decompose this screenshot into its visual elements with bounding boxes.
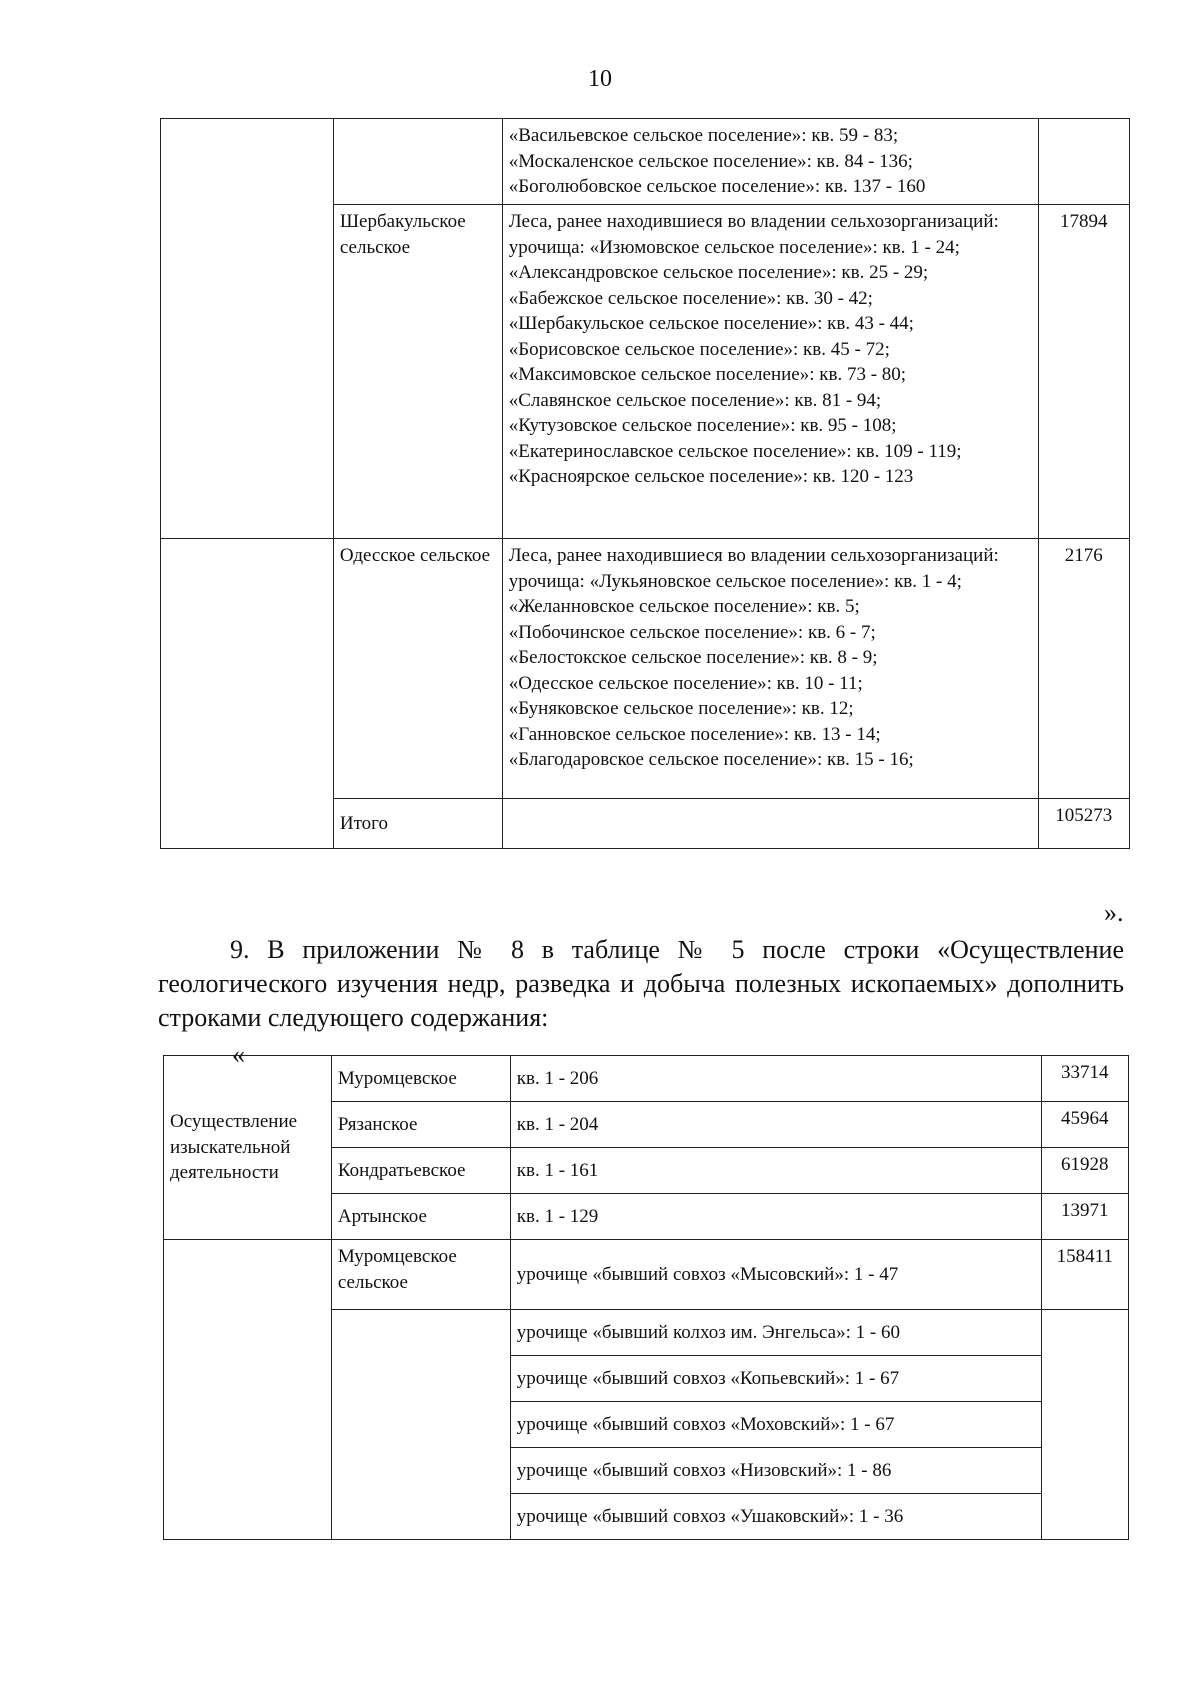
- tract-cell: урочище «бывший совхоз «Мысовский»: 1 - 47: [510, 1240, 1041, 1310]
- area-cell: [1041, 1310, 1128, 1540]
- description-text: Леса, ранее находившиеся во владении сельхозорганизаций: урочища: «Изюмовское сельское поселение»: кв. 1 - 24; «Александровское сельское поселение»: кв. 25 - 29; «Бабежское сельское поселение»: кв. 30 - 42; «Шербакульское сельское поселение»: кв. 43 - 44; «Борисовское сельское поселение»: кв. 45 - 72; «Максимовское сельское поселение»: кв. 73 - 80; «Славянское сельское поселение»: кв. 81 - 94; «Кутузовское сельское поселение»: кв. 95 - 108; «Екатеринославское сельское поселение»: кв. 109 - 119; «Красноярское сельское поселение»: кв. 120 - 123: [508, 211, 999, 487]
- paragraph-text: 9. В приложении № 8 в таблице № 5 после строки «Осуществление геологического изучения недр, разведка и добыча полезных ископаемых» дополнить строками следующего содержания:: [158, 935, 1124, 1032]
- area-cell: 45964: [1041, 1102, 1128, 1148]
- total-area: 105273: [1038, 799, 1130, 849]
- quarters-cell: кв. 1 - 206: [510, 1056, 1041, 1102]
- table-row: [164, 1056, 1129, 1102]
- settlement-cell: Шербакульское сельское: [333, 205, 502, 539]
- description-text: «Васильевское сельское поселение»: кв. 59 - 83; «Москаленское сельское поселение»: кв. 84 - 136; «Боголюбовское сельское поселение»: кв. 137 - 160: [508, 125, 926, 197]
- area-cell: [1038, 119, 1130, 205]
- description-cell: [502, 119, 1038, 205]
- quarters-cell: кв. 1 - 161: [510, 1148, 1041, 1194]
- quarters-cell: кв. 1 - 204: [510, 1102, 1041, 1148]
- district-cell: [161, 119, 334, 539]
- description-cell: [502, 799, 1038, 849]
- tract-cell: урочище «бывший совхоз «Ушаковский»: 1 - 36: [510, 1494, 1041, 1540]
- total-label: Итого: [333, 799, 502, 849]
- table-row: [161, 539, 1130, 799]
- area-cell: 61928: [1041, 1148, 1128, 1194]
- activity-cell: Осуществление изыскательной деятельности: [164, 1056, 332, 1240]
- settlement-cell: [331, 1310, 510, 1540]
- area-cell: 33714: [1041, 1056, 1128, 1102]
- tract-cell: урочище «бывший колхоз им. Энгельса»: 1 - 60: [510, 1310, 1041, 1356]
- page-number: 10: [588, 66, 612, 92]
- forest-table-continuation: [160, 118, 1130, 849]
- tract-cell: урочище «бывший совхоз «Моховский»: 1 - 67: [510, 1402, 1041, 1448]
- quarters-cell: кв. 1 - 129: [510, 1194, 1041, 1240]
- settlement-cell: [333, 119, 502, 205]
- forestry-cell: Рязанское: [331, 1102, 510, 1148]
- amendment-paragraph: [158, 933, 1124, 1035]
- description-cell: [502, 539, 1038, 799]
- tract-cell: урочище «бывший совхоз «Низовский»: 1 - 86: [510, 1448, 1041, 1494]
- settlement-cell: Одесское сельское: [333, 539, 502, 799]
- forestry-cell: Муромцевское: [331, 1056, 510, 1102]
- description-text: Леса, ранее находившиеся во владении сельхозорганизаций: урочища: «Лукьяновское сельское поселение»: кв. 1 - 4; «Желанновское сельское поселение»: кв. 5; «Побочинское сельское поселение»: кв. 6 - 7; «Белостокское сельское поселение»: кв. 8 - 9; «Одесское сельское поселение»: кв. 10 - 11; «Буняковское сельское поселение»: кв. 12; «Ганновское сельское поселение»: кв. 13 - 14; «Благодаровское сельское поселение»: кв. 15 - 16;: [508, 545, 999, 770]
- area-cell: 13971: [1041, 1194, 1128, 1240]
- closing-quote: ».: [1104, 898, 1124, 927]
- table-row: [161, 119, 1130, 205]
- opening-quote: «: [232, 1040, 245, 1069]
- tract-cell: урочище «бывший совхоз «Копьевский»: 1 - 67: [510, 1356, 1041, 1402]
- settlement-cell: Муромцевское сельское: [331, 1240, 510, 1310]
- survey-activity-table: [163, 1055, 1129, 1540]
- activity-cell: [164, 1240, 332, 1540]
- forestry-cell: Артынское: [331, 1194, 510, 1240]
- district-cell: [161, 539, 334, 849]
- table-row: [164, 1240, 1129, 1310]
- area-cell: 158411: [1041, 1240, 1128, 1310]
- area-cell: 17894: [1038, 205, 1130, 539]
- area-cell: 2176: [1038, 539, 1130, 799]
- forestry-cell: Кондратьевское: [331, 1148, 510, 1194]
- description-cell: [502, 205, 1038, 539]
